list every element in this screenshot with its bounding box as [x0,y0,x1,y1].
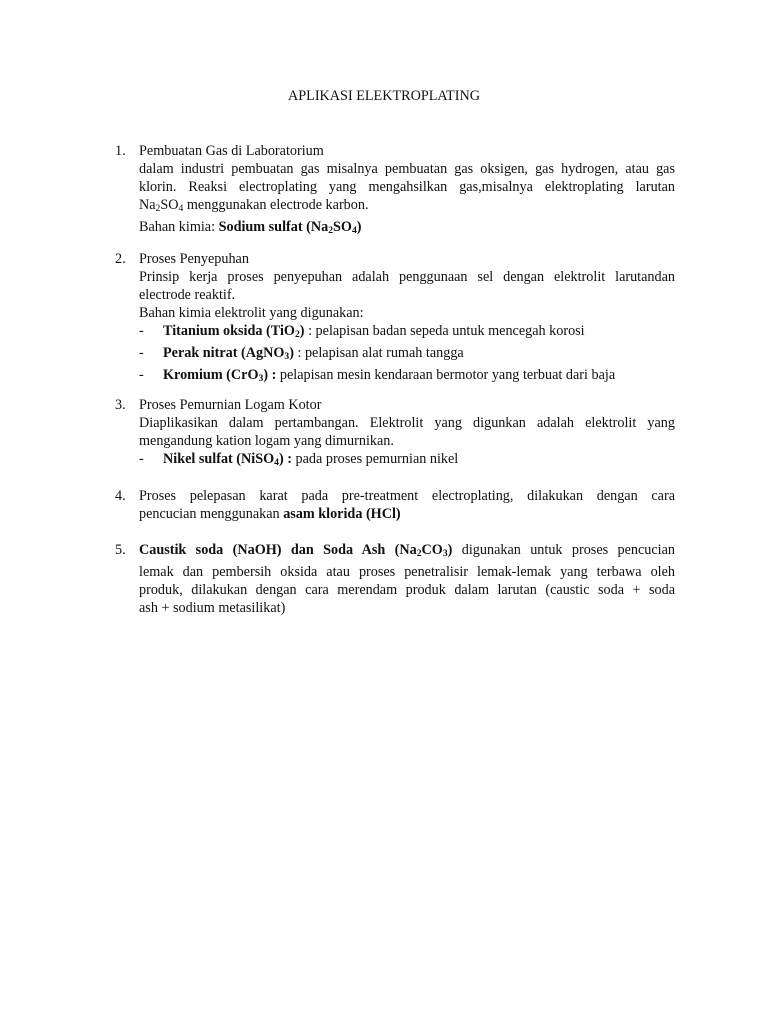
section-3-number: 3. [115,397,126,413]
section-3-heading: Proses Pemurnian Logam Kotor [139,397,322,413]
section-2-number: 2. [115,251,126,267]
list-item: - Titanium oksida (TiO2) : pelapisan badan sepeda untuk mencegah korosi [139,323,585,340]
section-4-line-1: Proses pelepasan karat pada pre-treatment electroplating, dilakukan dengan cara [139,488,675,504]
section-2-heading: Proses Penyepuhan [139,251,249,267]
section-3-line-2: mengandung kation logam yang dimurnikan. [139,433,394,449]
section-1-line-2: klorin. Reaksi electroplating yang mengahsilkan gas,misalnya elektroplating larutan [139,179,675,195]
list-item: - Perak nitrat (AgNO3) : pelapisan alat rumah tangga [139,344,464,362]
list-item: - Kromium (CrO3) : pelapisan mesin kendaraan bermotor yang terbuat dari baja [139,366,616,384]
section-4-number: 4. [115,488,126,504]
section-3 [115,396,675,472]
section-1-heading: Pembuatan Gas di Laboratorium [139,143,324,159]
section-5-chemical-name: Caustik soda (NaOH) dan Soda Ash (Na2CO3) [139,542,453,559]
section-1-line-3: Na2SO4 menggunakan electrode karbon. [139,197,369,214]
section-1 [115,142,675,240]
section-1-chemical-name: Sodium sulfat (Na2SO4) [218,218,362,236]
section-3-line-1: Diaplikasikan dalam pertambangan. Elektrolit yang digunkan adalah elektrolit yang [139,415,675,431]
section-4 [115,487,675,523]
section-4-chemical-name: asam klorida (HCl) [283,506,401,522]
section-5 [115,541,675,617]
section-1-line-1: dalam industri pembuatan gas misalnya pembuatan gas oksigen, gas hydrogen, atau gas [139,161,675,177]
list-item: - Nikel sulfat (NiSO4) : pada proses pemurnian nikel [139,451,459,468]
section-5-line-4: ash + sodium metasilikat) [139,599,286,616]
section-2-line-2: electrode reaktif. [139,287,236,303]
section-5-line-1: Caustik soda (NaOH) dan Soda Ash (Na2CO3) digunakan untuk proses pencucian [139,542,675,559]
document-title: APLIKASI ELEKTROPLATING [288,88,480,104]
section-2-line-3: Bahan kimia elektrolit yang digunakan: [139,305,364,321]
section-5-line-3: produk, dilakukan dengan cara merendam produk dalam larutan (caustic soda + soda [139,581,675,598]
section-2-line-1: Prinsip kerja proses penyepuhan adalah penggunaan sel dengan elektrolit larutandan [139,269,675,285]
section-4-line-2: pencucian menggunakan asam klorida (HCl) [139,506,401,522]
section-1-chemical: Bahan kimia: Sodium sulfat (Na2SO4) [139,218,362,236]
section-5-number: 5. [115,542,126,558]
section-1-number: 1. [115,143,126,159]
section-2 [115,250,675,388]
section-5-line-2: lemak dan pembersih oksida atau proses penetralisir lemak-lemak yang terbawa oleh [139,563,675,580]
